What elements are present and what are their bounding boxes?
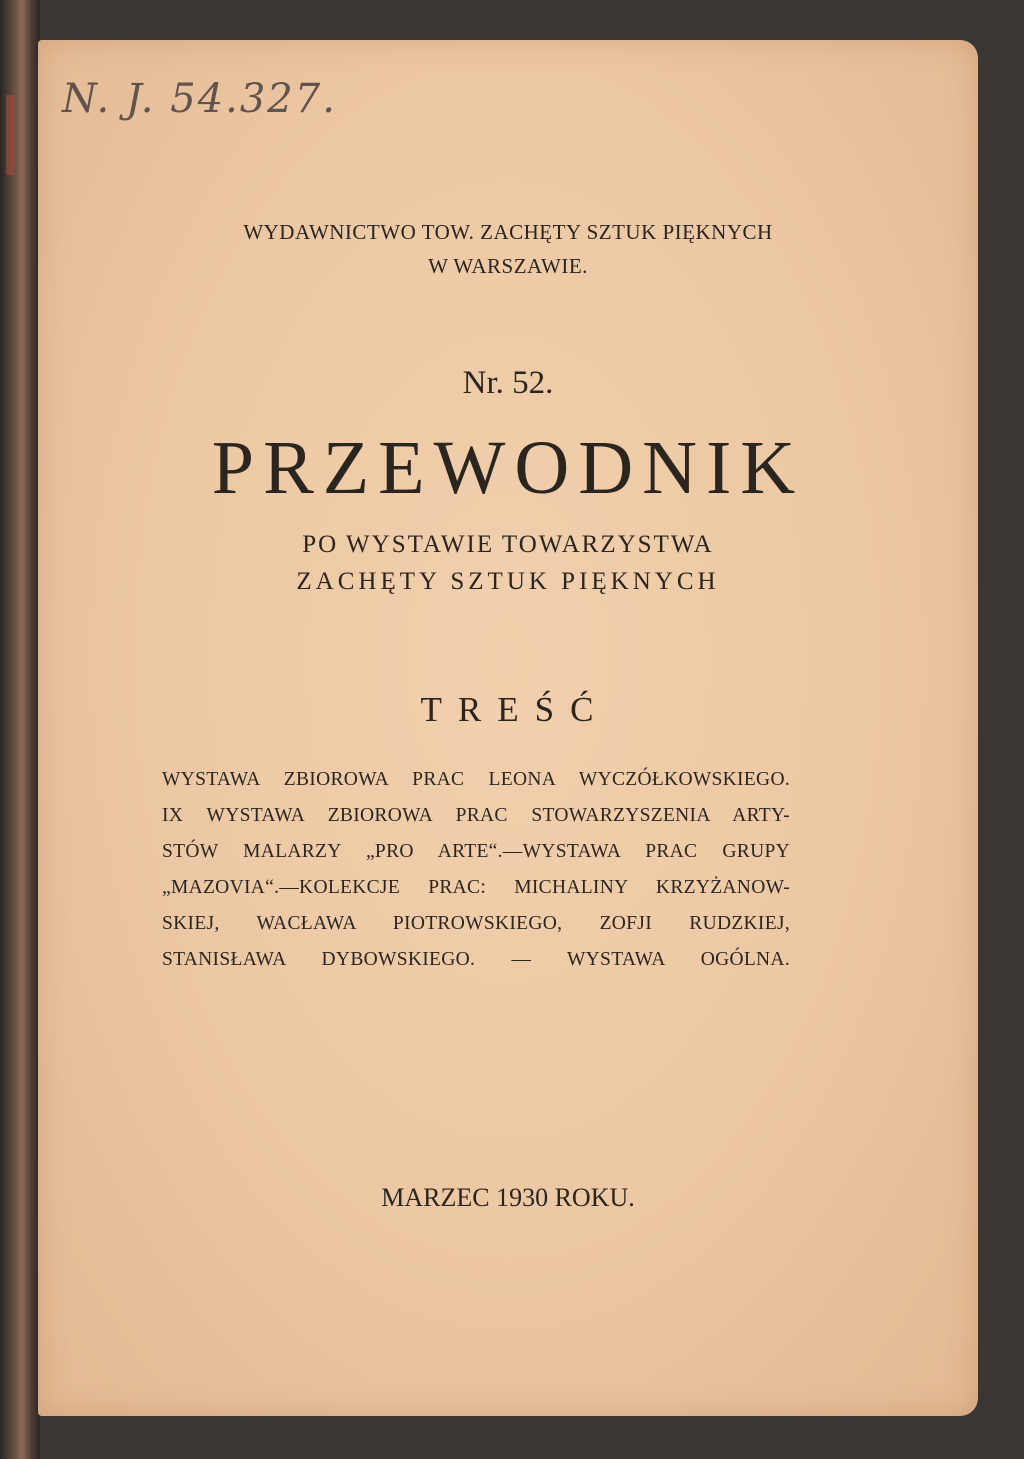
contents-line: SKIEJ, WACŁAWA PIOTROWSKIEGO, ZOFJI RUDZKIEJ, [162,913,790,934]
publisher-name: WYDAWNICTWO TOW. ZACHĘTY SZTUK PIĘKNYCH [243,220,773,244]
publisher-city: W WARSZAWIE. [428,254,588,278]
subtitle-line-1: PO WYSTAWIE TOWARZYSTWA [302,531,714,558]
page-title: PRZEWODNIK [211,426,805,510]
contents-line: STANISŁAWA DYBOWSKIEGO. — WYSTAWA OGÓLNA. [162,949,790,970]
contents-line: „MAZOVIA“.—KOLEKCJE PRAC: MICHALINY KRZYŻANOW- [162,877,790,898]
contents-line: STÓW MALARZY „PRO ARTE“.—WYSTAWA PRAC GRUPY [162,841,790,862]
subtitle-line-2: ZACHĘTY SZTUK PIĘKNYCH [296,568,720,595]
publication-date: MARZEC 1930 ROKU. [381,1183,635,1212]
issue-number: Nr. 52. [462,365,554,401]
spine-label-mark [6,95,14,175]
handwritten-catalog-number: N. J. 54.327. [62,76,337,122]
contents-line: IX WYSTAWA ZBIOROWA PRAC STOWARZYSZENIA ARTY- [162,805,790,826]
contents-heading: TREŚĆ [420,690,610,729]
contents-list [162,762,790,978]
book-spine [0,0,40,1459]
contents-line: WYSTAWA ZBIOROWA PRAC LEONA WYCZÓŁKOWSKIEGO. [162,769,790,790]
title-page [38,40,978,1416]
